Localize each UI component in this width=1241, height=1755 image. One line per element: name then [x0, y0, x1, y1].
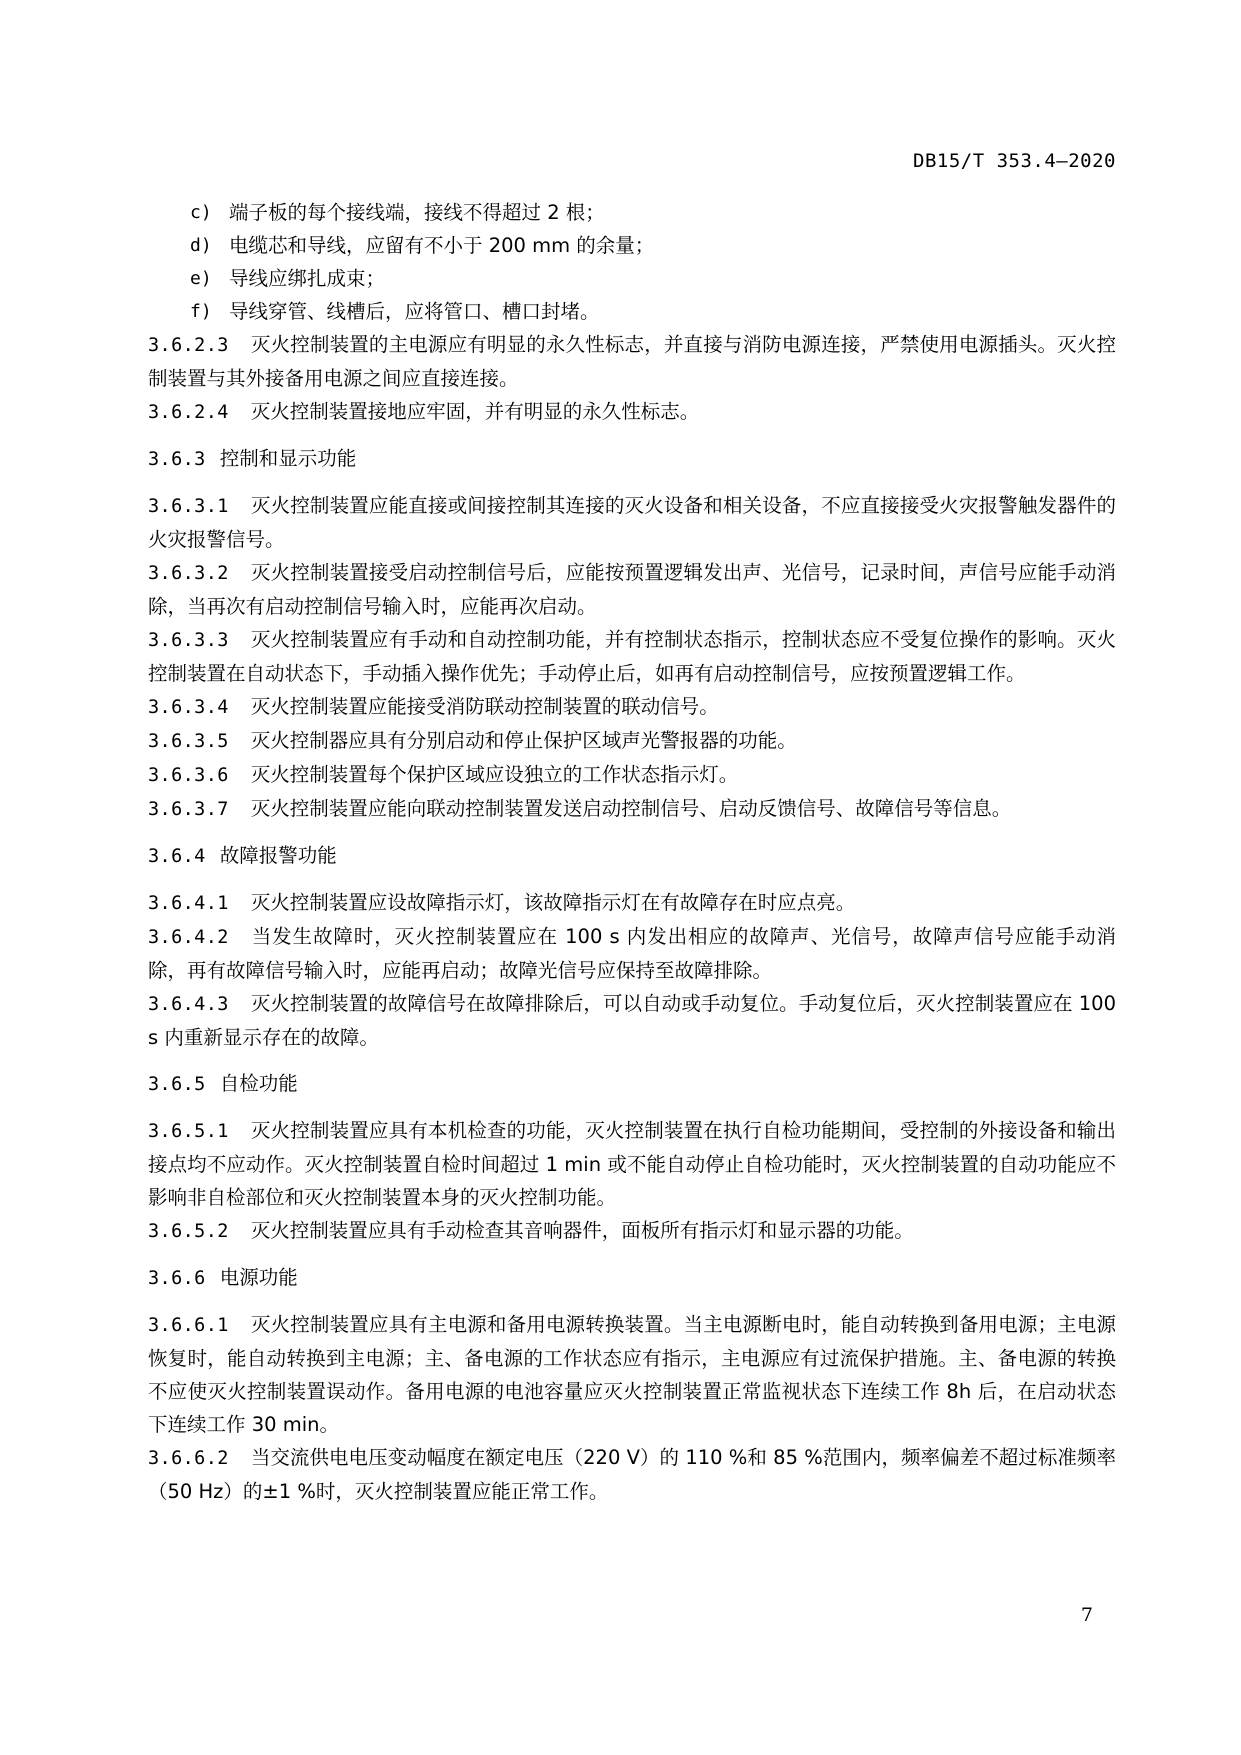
clause-number: 3.6.3.7: [148, 799, 229, 820]
clause-number: 3.6.6.1: [148, 1315, 229, 1336]
clause-text: 灭火控制装置应有手动和自动控制功能，并有控制状态指示，控制状态应不受复位操作的影响。灭火控制装置在自动状态下，手动插入操作优先；手动停止后，如再有启动控制信号，应按预置逻辑工作。: [148, 628, 1116, 685]
clause-text: 当交流供电电压变动幅度在额定电压（220 V）的 110 %和 85 %范围内，频率偏差不超过标准频率（50 Hz）的±1 %时，灭火控制装置应能正常工作。: [148, 1446, 1116, 1503]
document-body: [148, 196, 1116, 1508]
section-title: 自检功能: [219, 1072, 298, 1095]
section-heading-365: [148, 1067, 1116, 1101]
clause-text: 灭火控制装置的故障信号在故障排除后，可以自动或手动复位。手动复位后，灭火控制装置应在 100 s 内重新显示存在的故障。: [148, 992, 1116, 1049]
section-title: 故障报警功能: [219, 844, 337, 867]
clause-paragraph: [148, 792, 1116, 826]
clause-text: 灭火控制器应具有分别启动和停止保护区域声光警报器的功能。: [250, 729, 797, 752]
clause-text: 灭火控制装置接地应牢固，并有明显的永久性标志。: [250, 400, 700, 423]
clause-paragraph: [148, 556, 1116, 623]
list-item-text: 电缆芯和导线，应留有不小于 200 mm 的余量；: [229, 234, 655, 257]
clause-text: 灭火控制装置应具有本机检查的功能，灭火控制装置在执行自检功能期间，受控制的外接设备和输出接点均不应动作。灭火控制装置自检时间超过 1 min 或不能自动停止自检功能时，灭火控制装置的自动功能应不影响非自检部位和灭火控制装置本身的灭火控制功能。: [148, 1119, 1116, 1209]
clause-text: 灭火控制装置应能接受消防联动控制装置的联动信号。: [250, 695, 719, 718]
clause-text: 灭火控制装置接受启动控制信号后，应能按预置逻辑发出声、光信号，记录时间，声信号应能手动消除，当再次有启动控制信号输入时，应能再次启动。: [148, 561, 1116, 618]
clause-text: 灭火控制装置应能直接或间接控制其连接的灭火设备和相关设备，不应直接接受火灾报警触发器件的火灾报警信号。: [148, 494, 1116, 551]
section-number: 3.6.3: [148, 449, 206, 470]
page-number: 7: [1080, 1604, 1093, 1626]
clause-text: 灭火控制装置每个保护区域应设独立的工作状态指示灯。: [250, 763, 739, 786]
clause-number: 3.6.3.5: [148, 731, 229, 752]
clause-text: 灭火控制装置应设故障指示灯，该故障指示灯在有故障存在时应点亮。: [250, 891, 856, 914]
clause-number: 3.6.3.3: [148, 630, 229, 651]
section-number: 3.6.5: [148, 1074, 206, 1095]
clause-paragraph: [148, 623, 1116, 690]
section-heading-364: [148, 839, 1116, 873]
clause-paragraph: [148, 987, 1116, 1054]
clause-number: 3.6.5.2: [148, 1221, 229, 1242]
clause-paragraph: [148, 758, 1116, 792]
clause-paragraph: [148, 1114, 1116, 1214]
list-item: [148, 262, 1116, 295]
clause-text: 灭火控制装置应具有手动检查其音响器件，面板所有指示灯和显示器的功能。: [250, 1219, 914, 1242]
clause-paragraph: [148, 489, 1116, 556]
clause-number: 3.6.3.2: [148, 563, 229, 584]
clause-number: 3.6.4.2: [148, 927, 229, 948]
list-marker: d): [190, 235, 212, 256]
list-item-text: 导线应绑扎成束；: [229, 267, 386, 290]
clause-text: 当发生故障时，灭火控制装置应在 100 s 内发出相应的故障声、光信号，故障声信号应能手动消除，再有故障信号输入时，应能再启动；故障光信号应保持至故障排除。: [148, 925, 1116, 982]
list-marker: e): [190, 268, 212, 289]
list-item-text: 导线穿管、线槽后，应将管口、槽口封堵。: [229, 300, 600, 323]
clause-number: 3.6.2.3: [148, 335, 229, 356]
clause-paragraph: [148, 724, 1116, 758]
clause-paragraph: [148, 690, 1116, 724]
list-marker: f): [190, 301, 212, 322]
clause-paragraph: [148, 395, 1116, 429]
section-number: 3.6.4: [148, 846, 206, 867]
clause-paragraph: [148, 1441, 1116, 1508]
section-title: 电源功能: [219, 1266, 298, 1289]
clause-paragraph: [148, 1214, 1116, 1248]
clause-number: 3.6.3.4: [148, 697, 229, 718]
document-code-header: DB15/T 353.4—2020: [913, 150, 1116, 172]
list-marker: c): [190, 202, 212, 223]
clause-paragraph: [148, 886, 1116, 920]
clause-number: 3.6.3.6: [148, 765, 229, 786]
section-title: 控制和显示功能: [219, 447, 357, 470]
clause-paragraph: [148, 328, 1116, 395]
clause-text: 灭火控制装置应能向联动控制装置发送启动控制信号、启动反馈信号、故障信号等信息。: [250, 797, 1012, 820]
clause-paragraph: [148, 1308, 1116, 1441]
list-item: [148, 229, 1116, 262]
section-heading-363: [148, 442, 1116, 476]
clause-number: 3.6.4.3: [148, 994, 229, 1015]
clause-number: 3.6.6.2: [148, 1448, 229, 1469]
section-number: 3.6.6: [148, 1268, 206, 1289]
list-item: [148, 196, 1116, 229]
list-item-text: 端子板的每个接线端，接线不得超过 2 根；: [229, 201, 605, 224]
clause-number: 3.6.3.1: [148, 496, 229, 517]
section-heading-366: [148, 1261, 1116, 1295]
list-item: [148, 295, 1116, 328]
clause-number: 3.6.2.4: [148, 402, 229, 423]
clause-text: 灭火控制装置的主电源应有明显的永久性标志，并直接与消防电源连接，严禁使用电源插头。灭火控制装置与其外接备用电源之间应直接连接。: [148, 333, 1116, 390]
clause-paragraph: [148, 920, 1116, 987]
clause-text: 灭火控制装置应具有主电源和备用电源转换装置。当主电源断电时，能自动转换到备用电源；主电源恢复时，能自动转换到主电源；主、备电源的工作状态应有指示，主电源应有过流保护措施。主、备电源的转换不应使灭火控制装置误动作。备用电源的电池容量应灭火控制装置正常监视状态下连续工作 8h 后，在启动状态下连续工作 30 min。: [148, 1313, 1116, 1436]
clause-number: 3.6.5.1: [148, 1121, 229, 1142]
clause-number: 3.6.4.1: [148, 893, 229, 914]
